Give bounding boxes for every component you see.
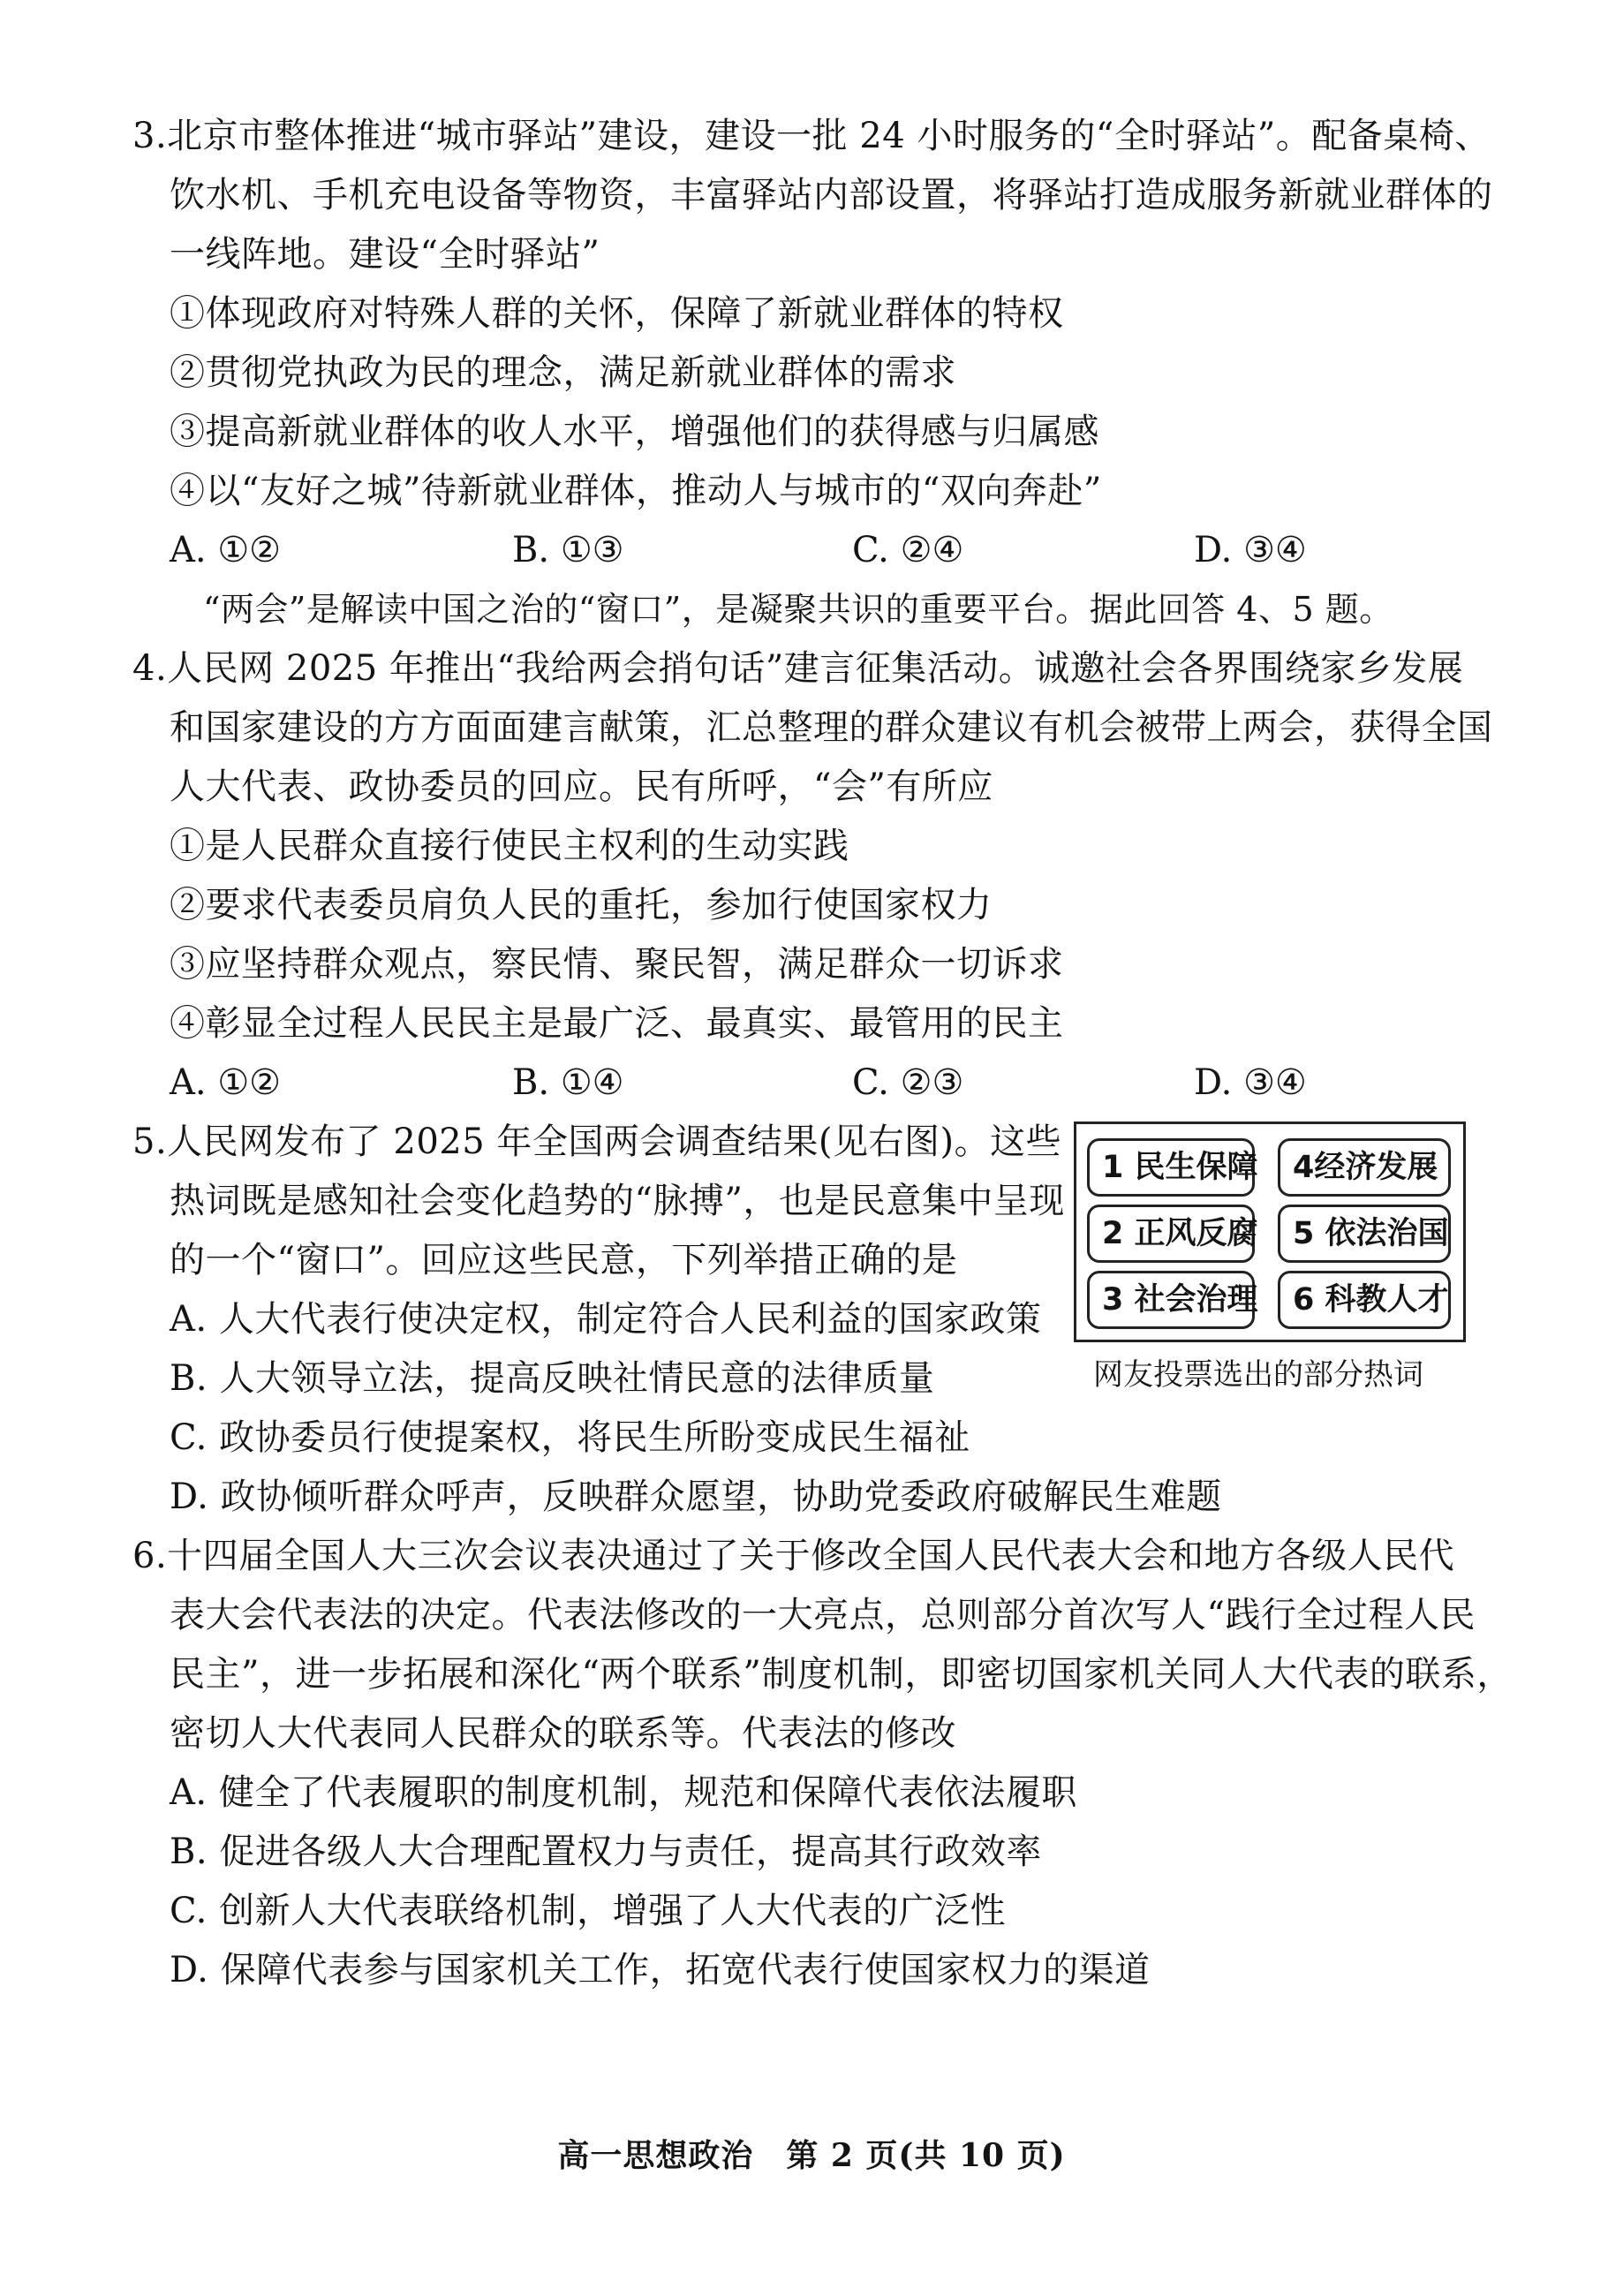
question-6-stem-line-2: 表大会代表法的决定。代表法修改的一大亮点，总则部分首次写人“践行全过程人民 <box>170 1595 1476 1635</box>
hot-word-tag-2: 2 正风反腐 <box>1087 1205 1255 1263</box>
question-4-statement-1: ①是人民群众直接行使民主权利的生动实践 <box>170 826 849 866</box>
question-3-statement-4: ④以“友好之城”待新就业群体，推动人与城市的“双向奔赴” <box>170 471 1102 511</box>
question-5-stem-line-2: 热词既是感知社会变化趋势的“脉搏”，也是民意集中呈现 <box>170 1181 1065 1221</box>
question-6-stem-line-4: 密切人大代表同人民群众的联系等。代表法的修改 <box>170 1713 956 1754</box>
hot-words-figure <box>1074 1122 1466 1342</box>
question-5-option-b: B. 人大领导立法，提高反映社情民意的法律质量 <box>170 1358 935 1399</box>
question-5-stem-line-1: 5.人民网发布了 2025 年全国两会调查结果(见右图)。这些 <box>132 1122 1062 1162</box>
question-6-option-c: C. 创新人大代表联络机制，增强了人大代表的广泛性 <box>170 1891 1007 1931</box>
figure-caption: 网友投票选出的部分热词 <box>1093 1357 1423 1393</box>
question-3-option-d: D. ③④ <box>1194 530 1307 570</box>
question-5-option-d: D. 政协倾听群众呼声，反映群众愿望，协助党委政府破解民生难题 <box>170 1477 1222 1517</box>
question-5-option-a: A. 人大代表行使决定权，制定符合人民利益的国家政策 <box>170 1299 1042 1340</box>
question-4-stem-line-2: 和国家建设的方方面面建言献策，汇总整理的群众建议有机会被带上两会，获得全国 <box>170 707 1493 748</box>
hot-word-tag-1: 1 民生保障 <box>1087 1138 1255 1197</box>
question-4-stem-line-1: 4.人民网 2025 年推出“我给两会捎句话”建言征集活动。诚邀社会各界围绕家乡发展 <box>132 648 1464 689</box>
question-4-option-d: D. ③④ <box>1194 1062 1307 1103</box>
question-6-stem-line-3: 民主”，进一步拓展和深化“两个联系”制度机制，即密切国家机关同人大代表的联系， <box>170 1654 1513 1695</box>
question-3-stem-line-3: 一线阵地。建设“全时驿站” <box>170 234 600 275</box>
question-3-stem-line-2: 饮水机、手机充电设备等物资，丰富驿站内部设置，将驿站打造成服务新就业群体的 <box>170 175 1493 215</box>
question-5-stem-line-3: 的一个“窗口”。回应这些民意，下列举措正确的是 <box>170 1240 958 1280</box>
question-3-option-b: B. ①③ <box>512 530 624 570</box>
question-4-stem-line-3: 人大代表、政协委员的回应。民有所呼，“会”有所应 <box>170 767 993 807</box>
question-6-option-b: B. 促进各级人大合理配置权力与责任，提高其行政效率 <box>170 1832 1042 1872</box>
question-6-stem-line-1: 6.十四届全国人大三次会议表决通过了关于修改全国人民代表大会和地方各级人民代 <box>132 1536 1455 1576</box>
question-6-option-a: A. 健全了代表履职的制度机制，规范和保障代表依法履职 <box>170 1772 1077 1813</box>
question-3-option-a: A. ①② <box>170 530 282 570</box>
shared-intro-4-5: “两会”是解读中国之治的“窗口”，是凝聚共识的重要平台。据此回答 4、5 题。 <box>203 590 1393 629</box>
question-4-option-b: B. ①④ <box>512 1062 624 1103</box>
question-4-option-c: C. ②③ <box>852 1062 964 1103</box>
hot-word-tag-5: 5 依法治国 <box>1278 1205 1451 1263</box>
question-6-option-d: D. 保障代表参与国家机关工作，拓宽代表行使国家权力的渠道 <box>170 1950 1151 1990</box>
hot-word-tag-6: 6 科教人才 <box>1278 1271 1451 1329</box>
question-3-stem-line-1: 3.北京市整体推进“城市驿站”建设，建设一批 24 小时服务的“全时驿站”。配备桌椅、 <box>132 116 1491 156</box>
question-3-statement-1: ①体现政府对特殊人群的关怀，保障了新就业群体的特权 <box>170 293 1064 334</box>
question-4-statement-3: ③应坚持群众观点，察民情、聚民智，满足群众一切诉求 <box>170 944 1064 985</box>
question-4-option-a: A. ①② <box>170 1062 282 1103</box>
question-3-statement-2: ②贯彻党执政为民的理念，满足新就业群体的需求 <box>170 352 956 393</box>
question-4-statement-4: ④彰显全过程人民民主是最广泛、最真实、最管用的民主 <box>170 1003 1064 1044</box>
hot-word-tag-4: 4经济发展 <box>1278 1138 1451 1197</box>
question-5-option-c: C. 政协委员行使提案权，将民生所盼变成民生福祉 <box>170 1417 970 1458</box>
page-footer: 高一思想政治 第 2 页(共 10 页) <box>557 2137 1066 2174</box>
question-3-statement-3: ③提高新就业群体的收人水平，增强他们的获得感与归属感 <box>170 412 1099 452</box>
question-4-statement-2: ②要求代表委员肩负人民的重托，参加行使国家权力 <box>170 885 993 925</box>
question-3-option-c: C. ②④ <box>852 530 964 570</box>
hot-word-tag-3: 3 社会治理 <box>1087 1271 1255 1329</box>
